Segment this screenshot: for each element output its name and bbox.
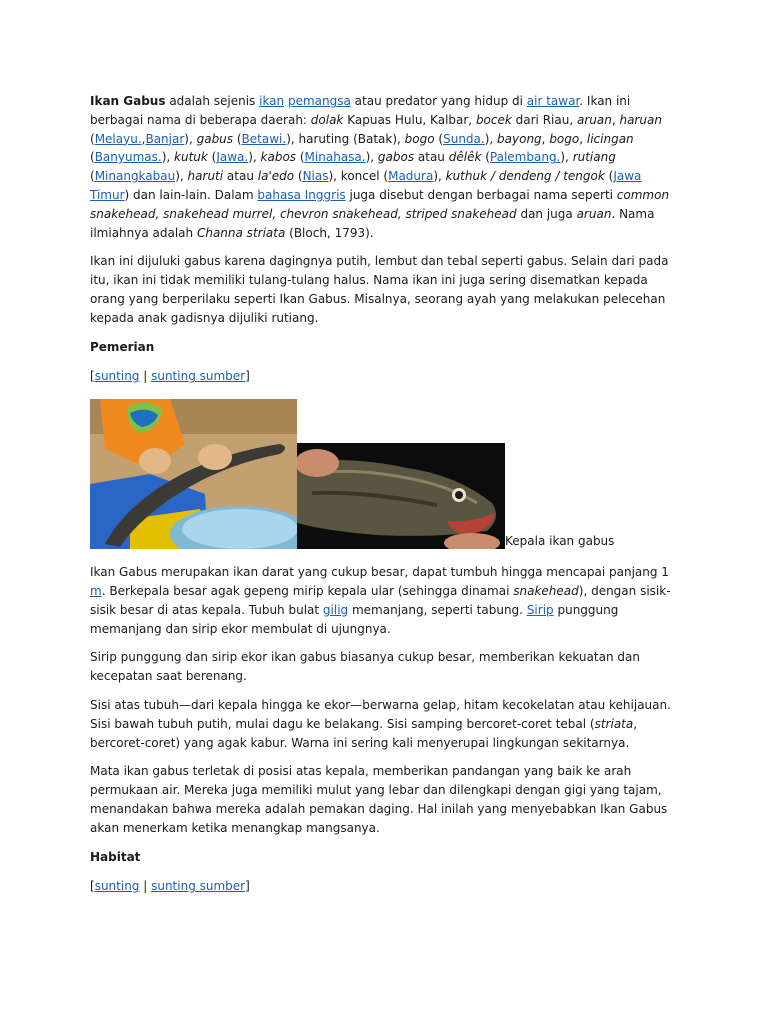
text: dari Riau, <box>511 112 577 127</box>
article <box>90 92 675 905</box>
figure <box>90 395 675 555</box>
link-banyumas[interactable]: Banyumas. <box>94 150 162 165</box>
term: bogo <box>549 131 580 146</box>
text: ( <box>604 169 614 184</box>
text: , <box>611 112 620 127</box>
text: ), <box>560 150 573 165</box>
text: ), <box>175 169 188 184</box>
link-madura[interactable]: Madura <box>388 169 434 184</box>
text: atau predator yang hidup di <box>350 94 527 108</box>
link-melayu[interactable]: Melayu. <box>94 131 142 146</box>
text: , <box>141 131 146 146</box>
link-ikan[interactable]: ikan <box>259 94 285 108</box>
text: ), haruting (Batak), <box>286 131 405 146</box>
text: ( <box>296 150 305 165</box>
text: , bercoret-coret) yang agak kabur. Warna ini sering kali menyerupai lingkungan sekitarnya. <box>90 716 638 750</box>
link-meter[interactable]: m <box>90 583 102 598</box>
section-heading-pemerian: Pemerian <box>90 339 155 354</box>
text: juga disebut dengan berbagai nama seperti <box>345 187 617 202</box>
term: common snakehead, snakehead murrel, chevron snakehead, striped snakehead <box>90 187 670 221</box>
edit-source-link[interactable]: sunting sumber <box>151 369 246 384</box>
text: Sisi atas tubuh—dari kepala hingga ke ekor—berwarna gelap, hitam kecokelatan atau kehijauan. Sisi bawah tubuh putih, mulai dagu ke belakang. Sisi samping bercoret-coret tebal ( <box>90 697 671 731</box>
text: ), <box>365 150 378 165</box>
term: bocek <box>475 112 512 127</box>
paragraph-gabus-name: Ikan ini dijuluki gabus karena dagingnya putih, lembut dan tebal seperti gabus. Selain dari pada itu, ikan ini tidak memiliki tulang-tulang halus. Nama ikan ini juga sering disematkan kepada orang yang berperilaku seperti Ikan Gabus. Misalnya, seorang ayah yang melakukan pelecehan kepada anak gadisnya dijuliki rutiang. <box>90 254 669 325</box>
scientific-name: Channa striata <box>196 225 286 240</box>
edit-links-habitat <box>90 877 675 896</box>
text: ( <box>434 131 444 146</box>
text: atau <box>223 169 258 184</box>
term: rutiang <box>572 150 616 165</box>
text: ), <box>484 131 498 146</box>
term: snakehead <box>513 583 579 598</box>
link-gilig[interactable]: gilig <box>322 602 349 617</box>
link-sirip[interactable]: Sirip <box>526 602 554 617</box>
term: gabos <box>377 150 415 165</box>
link-jawa[interactable]: Jawa. <box>216 150 249 165</box>
link-jawa-timur[interactable]: Jawa Timur <box>90 169 642 202</box>
edit-source-link[interactable]: sunting sumber <box>151 879 246 894</box>
text: dan juga <box>516 206 577 221</box>
term: kuthuk / dendeng / tengok <box>445 169 605 184</box>
term: kutuk <box>174 150 208 165</box>
text: ( <box>90 131 95 146</box>
text: ), koncel ( <box>328 169 389 184</box>
link-pemangsa[interactable]: pemangsa <box>287 94 351 108</box>
term: licingan <box>586 131 634 146</box>
photo-snakehead-head <box>297 443 505 549</box>
text: ( <box>481 150 490 165</box>
paragraph-coloring <box>90 696 675 752</box>
link-minangkabau[interactable]: Minangkabau <box>94 169 176 184</box>
term: kabos <box>260 150 297 165</box>
term: aruan <box>576 206 612 221</box>
separator: | <box>139 879 152 894</box>
term: striata <box>594 716 634 731</box>
link-minahasa[interactable]: Minahasa. <box>304 150 366 165</box>
bracket: ] <box>245 879 250 894</box>
edit-link[interactable]: sunting <box>94 369 140 384</box>
bracket: [ <box>90 879 95 894</box>
text: ) dan lain-lain. Dalam <box>124 187 258 202</box>
text: ( <box>294 169 303 184</box>
term: haruan <box>619 112 662 127</box>
text: , <box>579 131 587 146</box>
edit-link[interactable]: sunting <box>94 879 140 894</box>
text: ( <box>233 131 242 146</box>
link-banjar[interactable]: Banjar <box>145 131 185 146</box>
text: ), dengan sisik-sisik besar di atas kepala. Tubuh bulat <box>90 583 671 617</box>
text: punggung memanjang dan sirip ekor membulat di ujungnya. <box>90 602 619 636</box>
link-betawi[interactable]: Betawi. <box>241 131 287 146</box>
text: Ikan Gabus merupakan ikan darat yang cukup besar, dapat tumbuh hingga mencapai panjang 1 <box>90 565 669 580</box>
text: ), <box>248 150 261 165</box>
text: ), <box>433 169 446 184</box>
term: gabus <box>196 131 234 146</box>
link-palembang[interactable]: Palembang. <box>489 150 561 165</box>
term: aruan <box>576 112 612 127</box>
term: dêlêk <box>448 150 482 165</box>
figure-caption: Kepala ikan gabus <box>505 534 615 549</box>
text: ), <box>161 150 175 165</box>
link-nias[interactable]: Nias <box>302 169 329 184</box>
term: bayong <box>497 131 542 146</box>
text: memanjang, seperti tabung. <box>348 602 527 617</box>
text: Kapuas Hulu, Kalbar, <box>343 112 476 127</box>
term: la'edo <box>257 169 295 184</box>
term: dolak <box>310 112 344 127</box>
text: . Berkepala besar agak gepeng mirip kepala ular (sehingga dinamai <box>101 583 514 598</box>
separator: | <box>139 369 152 384</box>
text: adalah sejenis <box>165 94 260 108</box>
link-air-tawar[interactable]: air tawar <box>526 94 580 108</box>
intro-paragraph <box>90 92 675 242</box>
text: . Nama ilmiahnya adalah <box>90 206 655 240</box>
text: ( <box>90 169 95 184</box>
paragraph-description <box>90 563 675 638</box>
text: ), <box>184 131 197 146</box>
link-sunda[interactable]: Sunda. <box>443 131 485 146</box>
bracket: [ <box>90 369 95 384</box>
text: . Ikan ini berbagai nama di beberapa daerah: <box>90 94 631 127</box>
text: ( <box>90 150 95 165</box>
text: , <box>541 131 550 146</box>
term: haruti <box>187 169 224 184</box>
text: atau <box>414 150 449 165</box>
text: (Bloch, 1793). <box>285 225 374 240</box>
edit-links-pemerian <box>90 367 675 386</box>
paragraph-fins: Sirip punggung dan sirip ekor ikan gabus biasanya cukup besar, memberikan kekuatan dan kecepatan saat berenang. <box>90 650 640 684</box>
photo-child-holding-fish <box>90 399 297 549</box>
article-title: Ikan Gabus <box>90 94 166 108</box>
section-heading-habitat: Habitat <box>90 849 141 864</box>
link-bahasa-inggris[interactable]: bahasa Inggris <box>257 187 346 202</box>
term: bogo <box>404 131 435 146</box>
bracket: ] <box>245 369 250 384</box>
paragraph-eyes-mouth: Mata ikan gabus terletak di posisi atas kepala, memberikan pandangan yang baik ke arah permukaan air. Mereka juga memiliki mulut yang lebar dan dilengkapi dengan gigi yang tajam, menandakan bahwa mereka adalah pemakan daging. Hal inilah yang menyebabkan Ikan Gabus akan menerkam ketika menangkap mangsanya. <box>90 764 668 835</box>
text: ( <box>207 150 217 165</box>
